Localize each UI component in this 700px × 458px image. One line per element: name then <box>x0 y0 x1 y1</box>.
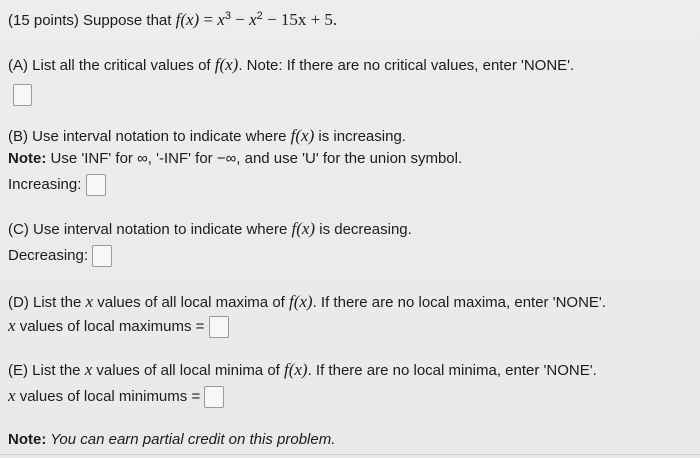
part-d-fx: f(x) <box>289 292 313 311</box>
part-b-note <box>8 149 462 168</box>
part-b-text-end: is increasing. <box>314 128 406 145</box>
part-e-text-end: . If there are no local minima, enter 'NONE'. <box>307 362 597 379</box>
part-d-text: (D) List the <box>8 294 86 311</box>
part-c-question <box>8 219 412 239</box>
local-min-x: x <box>8 386 16 405</box>
part-e-question <box>8 360 597 380</box>
part-d-x: x <box>85 292 94 311</box>
local-max-label: values of local maximums = <box>15 318 209 335</box>
local-min-label: values of local minimums = <box>15 388 205 405</box>
decreasing-row <box>8 245 112 267</box>
problem-statement <box>8 10 337 30</box>
header-prefix: (15 points) Suppose that <box>8 12 176 29</box>
part-a-question <box>8 55 574 75</box>
part-e-fx: f(x) <box>284 360 308 379</box>
part-e-x: x <box>84 360 93 379</box>
part-a-text: (A) List all the critical values of <box>8 57 215 74</box>
part-d-text-end: . If there are no local maxima, enter 'NONE'. <box>312 294 606 311</box>
function-rest: − 15x + 5. <box>262 10 338 29</box>
exponent-2: 2 <box>256 10 263 22</box>
local-min-input[interactable] <box>204 386 224 408</box>
bottom-divider <box>0 454 700 455</box>
part-e-text: (E) List the <box>8 362 85 379</box>
part-b-note-label: Note: <box>8 150 47 167</box>
footer-note-text: You can earn partial credit on this problem. <box>46 431 336 448</box>
part-d-question <box>8 292 606 312</box>
equals: = <box>199 10 218 29</box>
part-e-text-mid: values of all local minima of <box>92 362 284 379</box>
footer-note <box>8 430 335 449</box>
part-a-fx: f(x) <box>214 55 239 74</box>
part-d-text-mid: values of all local maxima of <box>93 294 289 311</box>
x-cubed-base: x <box>217 10 225 29</box>
local-min-row <box>8 386 224 408</box>
part-a-note: . Note: If there are no critical values, enter 'NONE'. <box>238 57 575 74</box>
increasing-row <box>8 174 106 196</box>
part-b-question <box>8 126 406 146</box>
decreasing-input[interactable] <box>92 245 112 267</box>
x-squared-base: x <box>249 10 257 29</box>
local-max-input[interactable] <box>209 316 229 338</box>
minus-sign: − <box>230 10 250 29</box>
part-c-text-end: is decreasing. <box>315 221 412 238</box>
part-c-text: (C) Use interval notation to indicate where <box>8 221 292 238</box>
function-name: f(x) <box>175 10 200 29</box>
part-b-note-text: Use 'INF' for ∞, '-INF' for −∞, and use 'U' for the union symbol. <box>46 150 463 167</box>
decreasing-label: Decreasing: <box>8 246 89 264</box>
part-b-text: (B) Use interval notation to indicate where <box>8 128 291 145</box>
increasing-label: Increasing: <box>8 175 82 193</box>
local-max-x: x <box>8 316 16 335</box>
critical-values-input[interactable] <box>13 84 32 106</box>
increasing-input[interactable] <box>86 174 106 196</box>
part-c-fx: f(x) <box>291 219 316 238</box>
exponent-3: 3 <box>224 10 231 22</box>
local-max-row <box>8 316 229 338</box>
footer-note-label: Note: <box>8 431 47 448</box>
part-b-fx: f(x) <box>290 126 315 145</box>
